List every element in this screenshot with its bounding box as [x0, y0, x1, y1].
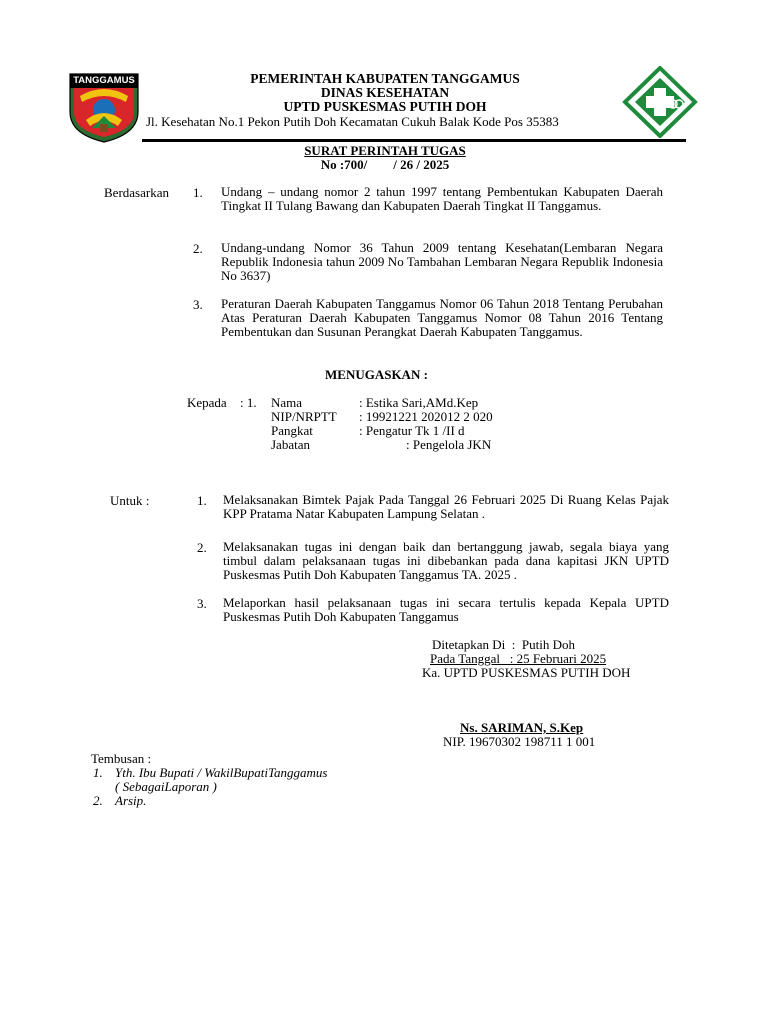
berdasarkan-item-1-text: Undang – undang nomor 2 tahun 1997 tentang Pembentukan Kabupaten Daerah Tingkat II Tulang Bawang dan Kabupaten Daerah Tingkat II Tanggamus. — [221, 184, 663, 214]
ditetapkan-di: Ditetapkan Di : Putih Doh — [432, 637, 575, 652]
header-address: Jl. Kesehatan No.1 Pekon Putih Doh Kecamatan Cukuh Balak Kode Pos 35383 — [146, 114, 559, 129]
tembusan-item-1-num: 1. — [93, 765, 103, 780]
pada-tanggal: Pada Tanggal : 25 Februari 2025 — [430, 651, 607, 666]
kepada-key-jabatan: Jabatan — [271, 437, 310, 452]
kepada-label: Kepada — [187, 395, 227, 410]
menugaskan-heading: MENUGASKAN : — [325, 367, 428, 382]
kepada-value-pangkat: : Pengatur Tk 1 /II d — [359, 423, 465, 438]
untuk-item-2-text: Melaksanakan tugas ini dengan baik dan bertanggung jawab, segala biaya yang timbul dalam pelaksanaan tugas ini dibebankan pada dana kapitasi JKN UPTD Puskesmas Putih Doh Kabupaten Tanggamus TA. 2025 . — [223, 539, 669, 583]
logo-left-text: TANGGAMUS — [73, 75, 135, 86]
untuk-item-1-text: Melaksanakan Bimtek Pajak Pada Tanggal 26 Februari 2025 Di Ruang Kelas Pajak KPP Pratama Natar Kabupaten Lampung Selatan . — [223, 492, 669, 522]
tembusan-item-1-note: ( SebagaiLaporan ) — [115, 779, 217, 794]
kepada-value-jabatan: : Pengelola JKN — [406, 437, 492, 452]
tembusan-item-2-num: 2. — [93, 793, 103, 808]
tanggamus-logo — [66, 72, 142, 144]
signer-nip: NIP. 19670302 198711 1 001 — [443, 734, 596, 749]
berdasarkan-item-2-text: Undang-undang Nomor 36 Tahun 2009 tentang Kesehatan(Lembaran Negara Republik Indonesia tahun 2009 No Tambahan Lembaran Negara Republik Indonesia No 3637) — [221, 240, 663, 284]
tembusan-item-1-text: Yth. Ibu Bupati / WakilBupatiTanggamus — [115, 765, 328, 780]
berdasarkan-label: Berdasarkan — [104, 185, 169, 200]
kepada-sep: : 1. — [240, 395, 257, 410]
untuk-item-3-num: 3. — [197, 596, 207, 611]
tembusan-label: Tembusan : — [91, 751, 152, 766]
document-number: No :700/ / 26 / 2025 — [320, 157, 450, 172]
untuk-item-3-text: Melaporkan hasil pelaksanaan tugas ini secara tertulis kepada Kepala UPTD Puskesmas Putih Doh Kabupaten Tanggamus — [223, 595, 669, 625]
header-line1: PEMERINTAH KABUPATEN TANGGAMUS — [250, 71, 520, 86]
kepada-key-nama: Nama — [271, 395, 303, 410]
tembusan-item-2-text: Arsip. — [115, 793, 147, 808]
kepada-key-pangkat: Pangkat — [271, 423, 313, 438]
untuk-item-2-num: 2. — [197, 540, 207, 555]
berdasarkan-item-3-num: 3. — [193, 297, 203, 312]
document-title: SURAT PERINTAH TUGAS — [304, 143, 466, 158]
kepada-value-nip: : 19921221 202012 2 020 — [359, 409, 493, 424]
kepada-value-nama: : Estika Sari,AMd.Kep — [359, 395, 479, 410]
signer-name: Ns. SARIMAN, S.Kep — [460, 720, 584, 735]
header-line3: UPTD PUSKESMAS PUTIH DOH — [283, 99, 487, 114]
puskesmas-logo — [621, 66, 699, 138]
header-line2: DINAS KESEHATAN — [320, 85, 450, 100]
berdasarkan-item-2-num: 2. — [193, 241, 203, 256]
untuk-label: Untuk : — [110, 493, 150, 508]
kepada-key-nip: NIP/NRPTT — [271, 409, 337, 424]
berdasarkan-item-3-text: Peraturan Daerah Kabupaten Tanggamus Nomor 06 Tahun 2018 Tentang Perubahan Atas Peraturan Daerah Kabupaten Tanggamus Nomor 08 Tahun 2016 Tentang Pembentukan dan Susunan Perangkat Daerah Kabupaten Tanggamus. — [221, 296, 663, 340]
berdasarkan-item-1-num: 1. — [193, 185, 203, 200]
header-rule-thick — [142, 139, 686, 142]
signer-position: Ka. UPTD PUSKESMAS PUTIH DOH — [422, 665, 631, 680]
untuk-item-1-num: 1. — [197, 493, 207, 508]
